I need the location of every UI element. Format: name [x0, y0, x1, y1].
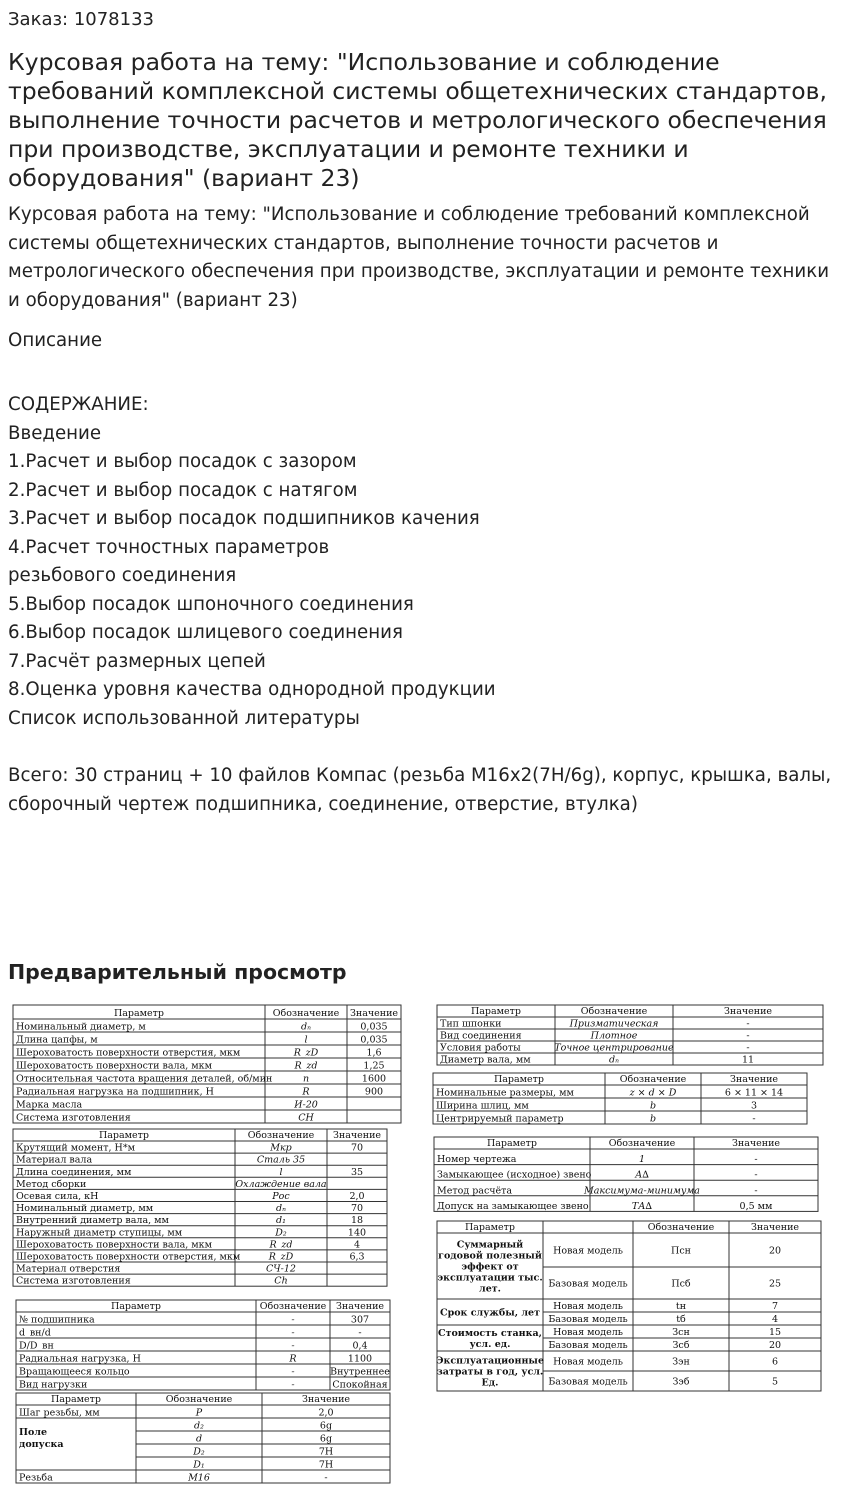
param-cell: Наружный диаметр ступицы, мм	[16, 1227, 183, 1239]
param-cell: Вращающееся кольцо	[19, 1366, 130, 1378]
value-cell: 5	[771, 1376, 779, 1388]
symbol-cell: Сh	[274, 1275, 288, 1287]
symbol-cell: Призматическая	[569, 1018, 659, 1030]
value-cell: 6,3	[349, 1251, 365, 1263]
param-cell: Марка масла	[16, 1099, 83, 1111]
header-cell: Обозначение	[259, 1301, 327, 1312]
symbol-cell: М16	[188, 1472, 210, 1484]
value-cell: 4	[771, 1314, 779, 1325]
param-cell: Номинальные размеры, мм	[436, 1087, 574, 1099]
value-cell: 7	[771, 1301, 779, 1312]
symbol-cell: -	[291, 1366, 295, 1378]
param-cell: Резьба	[19, 1472, 53, 1484]
header-cell: Обозначение	[608, 1138, 676, 1149]
value-cell: 1,6	[366, 1047, 382, 1059]
param-cell: допуска	[19, 1439, 64, 1450]
header-cell: Значение	[332, 1130, 382, 1141]
header-cell: Значение	[723, 1006, 773, 1017]
value-cell: 20	[768, 1245, 782, 1257]
symbol-cell: dₙ	[609, 1054, 619, 1066]
group-label: Стоимость станка,	[438, 1328, 542, 1339]
preview-table-bearing	[16, 1300, 390, 1391]
model-cell: Базовая модель	[548, 1314, 628, 1325]
symbol-cell: n	[302, 1073, 310, 1085]
param-cell: Метод сборки	[16, 1178, 87, 1190]
value-cell: -	[324, 1472, 328, 1484]
symbol-cell: -	[291, 1314, 295, 1326]
symbol-cell: Охлаждение вала	[235, 1178, 327, 1190]
value-cell: 0,035	[360, 1021, 388, 1033]
symbol-cell: dₙ	[301, 1021, 311, 1033]
value-cell: 6 × 11 × 14	[724, 1087, 784, 1099]
value-cell: 35	[350, 1166, 364, 1178]
group-label: Эксплуатационные	[435, 1355, 545, 1367]
param-cell: Номер чертежа	[437, 1154, 517, 1166]
preview-image	[0, 995, 847, 1500]
total-summary: Всего: 30 страниц + 10 файлов Компас (резьба М16х2(7Н/6g), корпус, крышка, валы, сборочный чертеж подшипника, соединение, отверстие, втулка)	[8, 765, 832, 815]
symbol-cell: b	[649, 1113, 657, 1125]
symbol-cell: d	[195, 1433, 203, 1445]
value-cell: 2,0	[318, 1407, 334, 1419]
contents-item: 8.Оценка уровня качества однородной продукции	[8, 679, 496, 700]
value-cell: -	[754, 1185, 758, 1197]
param-cell: Номинальный диаметр, мм	[16, 1203, 154, 1215]
param-cell: Шероховатость поверхности вала, мкм	[16, 1060, 213, 1072]
param-cell: Шероховатость поверхности вала, мкм	[16, 1239, 213, 1251]
header-cell: Обозначение	[580, 1006, 648, 1017]
value-cell: 3	[750, 1100, 758, 1112]
header-cell: Параметр	[50, 1394, 102, 1405]
contents-item: 3.Расчет и выбор посадок подшипников качения	[8, 508, 480, 529]
value-cell: -	[358, 1327, 362, 1339]
group-label: затраты в год, усл.	[436, 1366, 544, 1378]
contents-item: 5.Выбор посадок шпоночного соединения	[8, 593, 414, 615]
value-cell: 25	[768, 1278, 782, 1290]
value-cell: -	[754, 1169, 758, 1181]
value-cell: 70	[350, 1142, 364, 1154]
value-cell: Внутреннее	[330, 1366, 390, 1378]
symbol-cell: 1	[638, 1154, 646, 1166]
symbol-cell: СЧ-12	[266, 1263, 296, 1275]
value-cell: 70	[350, 1203, 364, 1215]
contents-item: резьбового соединения	[8, 565, 237, 586]
group-label: усл. ед.	[469, 1339, 511, 1350]
value-cell: 6g	[319, 1420, 333, 1432]
param-cell: Вид нагрузки	[19, 1379, 88, 1391]
header-cell: Параметр	[464, 1222, 516, 1233]
value-cell: 11	[741, 1054, 755, 1066]
symbol-cell: И-20	[294, 1099, 318, 1111]
model-cell: Новая модель	[553, 1327, 623, 1338]
param-cell: Диаметр вала, мм	[440, 1054, 531, 1066]
model-cell: Базовая модель	[548, 1278, 628, 1290]
value-cell: 18	[350, 1215, 364, 1227]
param-cell: D/D_вн	[19, 1340, 54, 1352]
value-cell: 0,4	[352, 1340, 368, 1352]
symbol-cell: -	[291, 1327, 295, 1339]
contents-item: Список использованной литературы	[8, 707, 360, 729]
preview-table-key	[437, 1005, 823, 1066]
symbol-cell: Mкр	[270, 1142, 292, 1154]
symbol-cell: Псн	[671, 1245, 691, 1257]
contents-item: 2.Расчет и выбор посадок с натягом	[8, 479, 358, 501]
param-cell: Шаг резьбы, мм	[19, 1407, 100, 1419]
contents-item: 4.Расчет точностных параметров	[8, 536, 330, 558]
param-cell: Тип шпонки	[440, 1018, 502, 1030]
preview-table-thread	[16, 1393, 390, 1484]
value-cell: 20	[768, 1340, 782, 1351]
symbol-cell: А∆	[635, 1169, 649, 1181]
value-cell: -	[746, 1018, 750, 1030]
param-cell: Внутренний диаметр вала, мм	[16, 1215, 169, 1227]
symbol-cell: tн	[675, 1301, 687, 1312]
group-label: годовой полезный	[438, 1250, 542, 1262]
param-cell: Система изготовления	[16, 1275, 131, 1287]
symbol-cell: d₂	[194, 1420, 204, 1432]
value-cell: 6g	[319, 1433, 333, 1445]
param-cell: Шероховатость поверхности отверстия, мкм	[16, 1047, 241, 1059]
symbol-cell: tб	[676, 1314, 686, 1325]
symbol-cell: Pос	[272, 1191, 290, 1202]
symbol-cell: R	[302, 1086, 310, 1098]
group-label: эффект от	[461, 1261, 519, 1273]
group-label: Ед.	[481, 1377, 499, 1389]
header-cell: Значение	[729, 1074, 779, 1085]
param-cell: Материал вала	[16, 1154, 93, 1166]
header-cell: Обозначение	[619, 1074, 687, 1085]
contents-item: Введение	[8, 422, 102, 444]
param-cell: Относительная частота вращения деталей, об/мин	[16, 1073, 273, 1085]
value-cell: 1600	[361, 1073, 387, 1085]
header-cell: Значение	[731, 1138, 781, 1149]
symbol-cell: Зэн	[672, 1356, 690, 1368]
header-cell: Параметр	[493, 1074, 545, 1085]
value-cell: 0,035	[360, 1034, 388, 1046]
model-cell: Новая модель	[553, 1245, 623, 1257]
header-cell: Значение	[335, 1301, 385, 1312]
section-description-heading: Описание	[8, 330, 103, 351]
symbol-cell: R_zD	[268, 1251, 294, 1263]
symbol-cell: R_zd	[269, 1239, 293, 1251]
param-cell: Центрируемый параметр	[436, 1113, 564, 1125]
value-cell: 15	[768, 1327, 782, 1338]
contents-list	[8, 391, 496, 733]
param-cell: Замыкающее (исходное) звено	[437, 1169, 592, 1181]
value-cell: 307	[350, 1314, 370, 1326]
symbol-cell: l	[279, 1166, 283, 1178]
value-cell: Спокойная	[332, 1379, 388, 1391]
symbol-cell: d₁	[276, 1215, 286, 1227]
value-cell: 2,0	[349, 1191, 365, 1202]
param-cell: Шероховатость поверхности отверстия, мкм	[16, 1251, 241, 1263]
symbol-cell: -	[291, 1340, 295, 1352]
param-cell: Радиальная нагрузка на подшипник, Н	[16, 1086, 214, 1098]
symbol-cell: Псб	[671, 1278, 691, 1290]
preview-table-spline	[433, 1073, 807, 1125]
param-cell: Осевая сила, кН	[16, 1191, 99, 1202]
header-cell: Параметр	[486, 1138, 538, 1149]
value-cell: 900	[364, 1086, 384, 1098]
symbol-cell: l	[304, 1034, 308, 1046]
header-cell: Параметр	[110, 1301, 162, 1312]
value-cell: 140	[347, 1227, 367, 1239]
symbol-cell: Зсб	[672, 1340, 690, 1351]
value-cell: 1100	[347, 1353, 373, 1365]
model-cell: Новая модель	[553, 1301, 623, 1312]
param-cell: Длина соединения, мм	[16, 1166, 132, 1178]
symbol-cell: СН	[298, 1112, 314, 1124]
param-cell: d_вн/d	[19, 1327, 51, 1339]
preview-table-dim-chain	[434, 1137, 818, 1212]
symbol-cell: z × d × D	[629, 1087, 677, 1099]
contents-item: 1.Расчет и выбор посадок с зазором	[8, 451, 357, 472]
symbol-cell: -	[291, 1379, 295, 1391]
symbol-cell: b	[649, 1100, 657, 1112]
header-cell: Обозначение	[165, 1394, 233, 1405]
symbol-cell: Плотное	[590, 1030, 638, 1042]
symbol-cell: Зсн	[672, 1327, 690, 1338]
preview-table-clearance-fit	[13, 1005, 401, 1124]
param-cell: Крутящий момент, Н*м	[16, 1142, 135, 1154]
page-title: Курсовая работа на тему: "Использование и соблюдение требований комплексной системы общетехнических стандартов, выполнение точности расчетов и метрологического обеспечения при производстве, эксплуатации и ремонте техники и оборудования" (вариант 23)	[8, 48, 827, 192]
param-cell: № подшипника	[19, 1314, 95, 1326]
symbol-cell: TА∆	[631, 1200, 653, 1212]
value-cell: -	[746, 1042, 750, 1054]
param-cell: Номинальный диаметр, м	[16, 1021, 146, 1033]
work-description: Курсовая работа на тему: "Использование и соблюдение требований комплексной системы общетехнических стандартов, выполнение точности расчетов и метрологического обеспечения при производстве, эксплуатации и ремонте техники и оборудования" (вариант 23)	[8, 204, 830, 311]
param-cell: Допуск на замыкающее звено	[437, 1200, 589, 1212]
header-cell: Значение	[750, 1222, 800, 1233]
preview-tables	[13, 1005, 823, 1484]
param-cell: Система изготовления	[16, 1112, 131, 1124]
header-cell: Параметр	[470, 1006, 522, 1017]
symbol-cell: R_zD	[293, 1047, 319, 1059]
preview-table-interference-fit	[13, 1129, 387, 1287]
value-cell: 1,25	[363, 1060, 385, 1072]
contents-item: 7.Расчёт размерных цепей	[8, 650, 266, 672]
header-cell: Обозначение	[247, 1130, 315, 1141]
group-label: Срок службы, лет	[440, 1307, 540, 1319]
param-cell: Длина цапфы, м	[16, 1034, 98, 1046]
value-cell: -	[746, 1030, 750, 1042]
symbol-cell: Максимума-минимума	[584, 1185, 700, 1197]
header-cell: Параметр	[113, 1008, 165, 1019]
value-cell: -	[752, 1113, 756, 1125]
header-cell: Значение	[349, 1008, 399, 1019]
header-cell: Значение	[301, 1394, 351, 1405]
model-cell: Базовая модель	[548, 1376, 628, 1388]
header-cell: Обозначение	[647, 1222, 715, 1233]
value-cell: 4	[353, 1239, 361, 1251]
value-cell: -	[754, 1154, 758, 1166]
symbol-cell: P	[195, 1407, 203, 1419]
param-cell: Ширина шлиц, мм	[436, 1100, 529, 1112]
model-cell: Новая модель	[553, 1356, 623, 1368]
symbol-cell: Точное центрирование	[554, 1042, 674, 1054]
param-cell: Метод расчёта	[437, 1185, 513, 1197]
model-cell: Базовая модель	[548, 1340, 628, 1351]
param-cell: Условия работы	[440, 1042, 521, 1054]
value-cell: 7H	[318, 1459, 334, 1471]
symbol-cell: Зэб	[672, 1376, 690, 1388]
symbol-cell: dₙ	[276, 1203, 286, 1215]
order-number: Заказ: 1078133	[8, 9, 154, 30]
header-cell: Обозначение	[272, 1008, 340, 1019]
preview-heading: Предварительный просмотр	[8, 960, 347, 984]
value-cell: 7H	[318, 1446, 334, 1458]
contents-item: 6.Выбор посадок шлицевого соединения	[8, 622, 403, 643]
group-label: лет.	[479, 1283, 501, 1295]
symbol-cell: D₂	[275, 1227, 287, 1239]
param-cell: Вид соединения	[440, 1030, 522, 1042]
contents-heading: СОДЕРЖАНИЕ:	[8, 394, 149, 415]
symbol-cell: D₁	[193, 1459, 205, 1471]
group-label: эксплуатации тыс.	[437, 1272, 543, 1284]
symbol-cell: D₂	[193, 1446, 205, 1458]
header-cell: Параметр	[98, 1130, 150, 1141]
value-cell: 6	[771, 1356, 779, 1368]
symbol-cell: R	[289, 1353, 297, 1365]
param-cell: Поле	[19, 1427, 48, 1438]
value-cell: 0,5 мм	[739, 1200, 773, 1212]
param-cell: Материал отверстия	[16, 1263, 121, 1275]
preview-table-quality	[436, 1221, 821, 1391]
symbol-cell: R_zd	[294, 1060, 318, 1072]
param-cell: Радиальная нагрузка, Н	[19, 1353, 141, 1365]
symbol-cell: Сталь 35	[256, 1154, 306, 1166]
group-label: Суммарный	[456, 1239, 524, 1251]
